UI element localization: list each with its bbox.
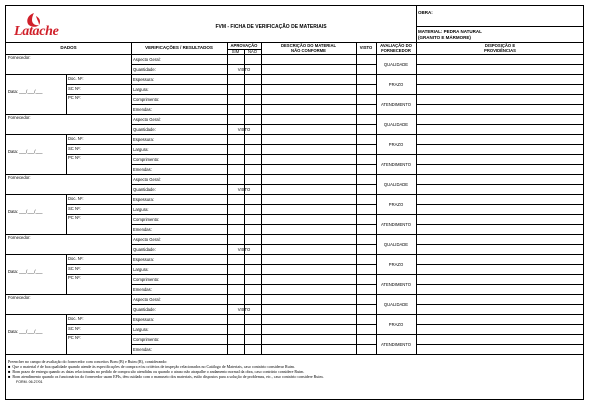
check-label: Espessura:: [133, 317, 154, 322]
col-verificacoes: VERIFICAÇÕES / RESULTADOS: [145, 45, 213, 50]
check-label: Espessura:: [133, 137, 154, 142]
check-label: Aspecto Geral:: [133, 57, 161, 62]
sc-label: SC Nº:: [68, 86, 81, 91]
check-label: Emendas:: [133, 287, 152, 292]
material-label: MATERIAL: PEDRA NATURAL: [418, 29, 482, 34]
check-label: Emendas:: [133, 347, 152, 352]
pc-label: PC Nº:: [68, 335, 81, 340]
doc-label: Doc. Nº:: [68, 196, 84, 201]
form-code: FORM. 06.27/01: [16, 379, 43, 384]
notes: [8, 360, 582, 385]
avaliacao-prazo: PRAZO: [388, 322, 404, 327]
check-label: Comprimento:: [133, 217, 160, 222]
check-label: Espessura:: [133, 257, 154, 262]
check-label: Largura:: [133, 267, 149, 272]
avaliacao-atendimento: ATENDIMENTO: [380, 162, 412, 167]
check-label: Emendas:: [133, 167, 152, 172]
avaliacao-prazo: PRAZO: [388, 202, 404, 207]
check-label: Aspecto Geral:: [133, 237, 161, 242]
avaliacao-atendimento: ATENDIMENTO: [380, 342, 412, 347]
obra-label: OBRA:: [418, 10, 433, 15]
note-bullet: ■ Que o material é de boa qualidade quando atende às especificações de compra e/ou critérios de inspeção relacionados no Catálogo de Materiais, caso contrário considerar Ruim.: [8, 363, 295, 369]
fornecedor-label: Fornecedor:: [8, 115, 31, 120]
note-bullet: ■ Bom prazo de entrega quando as datas relacionadas no pedido de compra são atendidas ou quando o atraso não atrapalhe o andamento normal da obra, caso contrário considere Ruim.: [8, 368, 305, 374]
col-avaliacao-1: AVALIAÇÃO DO: [380, 43, 412, 48]
visto-label: VISTO: [237, 307, 251, 312]
avaliacao-prazo: PRAZO: [388, 142, 404, 147]
logo-text: Latache: [14, 24, 59, 39]
pc-label: PC Nº:: [68, 275, 81, 280]
sc-label: SC Nº:: [68, 326, 81, 331]
material-type: (GRANITO E MÁRMORE): [418, 35, 471, 40]
check-label: Espessura:: [133, 77, 154, 82]
sc-label: SC Nº:: [68, 146, 81, 151]
pc-label: PC Nº:: [68, 95, 81, 100]
avaliacao-prazo: PRAZO: [388, 82, 404, 87]
col-disposicao-1: DISPOSIÇÃO E: [484, 43, 516, 48]
visto-label: VISTO: [237, 247, 251, 252]
col-dados: DADOS: [60, 45, 77, 50]
avaliacao-atendimento: ATENDIMENTO: [380, 102, 412, 107]
fornecedor-label: Fornecedor:: [8, 235, 31, 240]
col-descricao-1: DESCRIÇÃO DO MATERIAL: [280, 43, 337, 48]
check-label: Largura:: [133, 327, 149, 332]
company-logo: [12, 12, 102, 42]
fornecedor-label: Fornecedor:: [8, 55, 31, 60]
avaliacao-qualidade: QUALIDADE: [383, 182, 409, 187]
doc-label: Doc. Nº:: [68, 316, 84, 321]
check-label: Largura:: [133, 147, 149, 152]
check-label: Quantidade:: [133, 247, 156, 252]
check-label: Quantidade:: [133, 127, 156, 132]
check-label: Emendas:: [133, 107, 152, 112]
pc-label: PC Nº:: [68, 215, 81, 220]
data-label: Data: ___/___/___: [8, 329, 43, 334]
visto-label: VISTO: [237, 67, 251, 72]
form-title: FVM - FICHA DE VERIFICAÇÃO DE MATERIAIS: [215, 24, 327, 30]
avaliacao-qualidade: QUALIDADE: [383, 242, 409, 247]
col-nao: NÃO: [247, 49, 258, 54]
check-label: Quantidade:: [133, 67, 156, 72]
col-descricao-2: NÃO CONFORME: [291, 48, 326, 53]
avaliacao-prazo: PRAZO: [388, 262, 404, 267]
sc-label: SC Nº:: [68, 266, 81, 271]
doc-label: Doc. Nº:: [68, 256, 84, 261]
sc-label: SC Nº:: [68, 206, 81, 211]
data-label: Data: ___/___/___: [8, 209, 43, 214]
check-label: Largura:: [133, 87, 149, 92]
col-avaliacao-2: FORNECEDOR: [381, 48, 411, 53]
visto-label: VISTO: [237, 187, 251, 192]
fornecedor-label: Fornecedor:: [8, 175, 31, 180]
check-label: Quantidade:: [133, 307, 156, 312]
check-label: Aspecto Geral:: [133, 297, 161, 302]
fornecedor-label: Fornecedor:: [8, 295, 31, 300]
check-label: Comprimento:: [133, 97, 160, 102]
check-label: Espessura:: [133, 197, 154, 202]
col-sim: SIM: [231, 49, 240, 54]
check-label: Aspecto Geral:: [133, 177, 161, 182]
col-visto: VISTO: [359, 45, 373, 50]
avaliacao-atendimento: ATENDIMENTO: [380, 282, 412, 287]
check-label: Largura:: [133, 207, 149, 212]
col-aprovacao: APROVAÇÃO: [230, 43, 258, 48]
doc-label: Doc. Nº:: [68, 76, 84, 81]
check-label: Comprimento:: [133, 157, 160, 162]
avaliacao-qualidade: QUALIDADE: [383, 302, 409, 307]
data-label: Data: ___/___/___: [8, 89, 43, 94]
check-label: Quantidade:: [133, 187, 156, 192]
check-label: Aspecto Geral:: [133, 117, 161, 122]
avaliacao-atendimento: ATENDIMENTO: [380, 222, 412, 227]
data-label: Data: ___/___/___: [8, 269, 43, 274]
check-label: Comprimento:: [133, 277, 160, 282]
note-bullet: ■ Bom atendimento quando os funcionários do fornecedor usam EPIs, têm cuidado com o manuseio dos materiais, estão dispostos para a solução de problemas, etc., caso contrário considere Ruim.: [8, 373, 324, 379]
check-label: Emendas:: [133, 227, 152, 232]
visto-label: VISTO: [237, 127, 251, 132]
data-label: Data: ___/___/___: [8, 149, 43, 154]
pc-label: PC Nº:: [68, 155, 81, 160]
doc-label: Doc. Nº:: [68, 136, 84, 141]
inspection-form: [5, 5, 584, 400]
avaliacao-qualidade: QUALIDADE: [383, 62, 409, 67]
avaliacao-qualidade: QUALIDADE: [383, 122, 409, 127]
check-label: Comprimento:: [133, 337, 160, 342]
col-disposicao-2: PROVIDÊNCIAS: [484, 48, 516, 53]
notes-intro: Preencher no campo de avaliação do fornecedor com conceitos Bom (B) e Ruim (R), considerando:: [8, 359, 168, 364]
